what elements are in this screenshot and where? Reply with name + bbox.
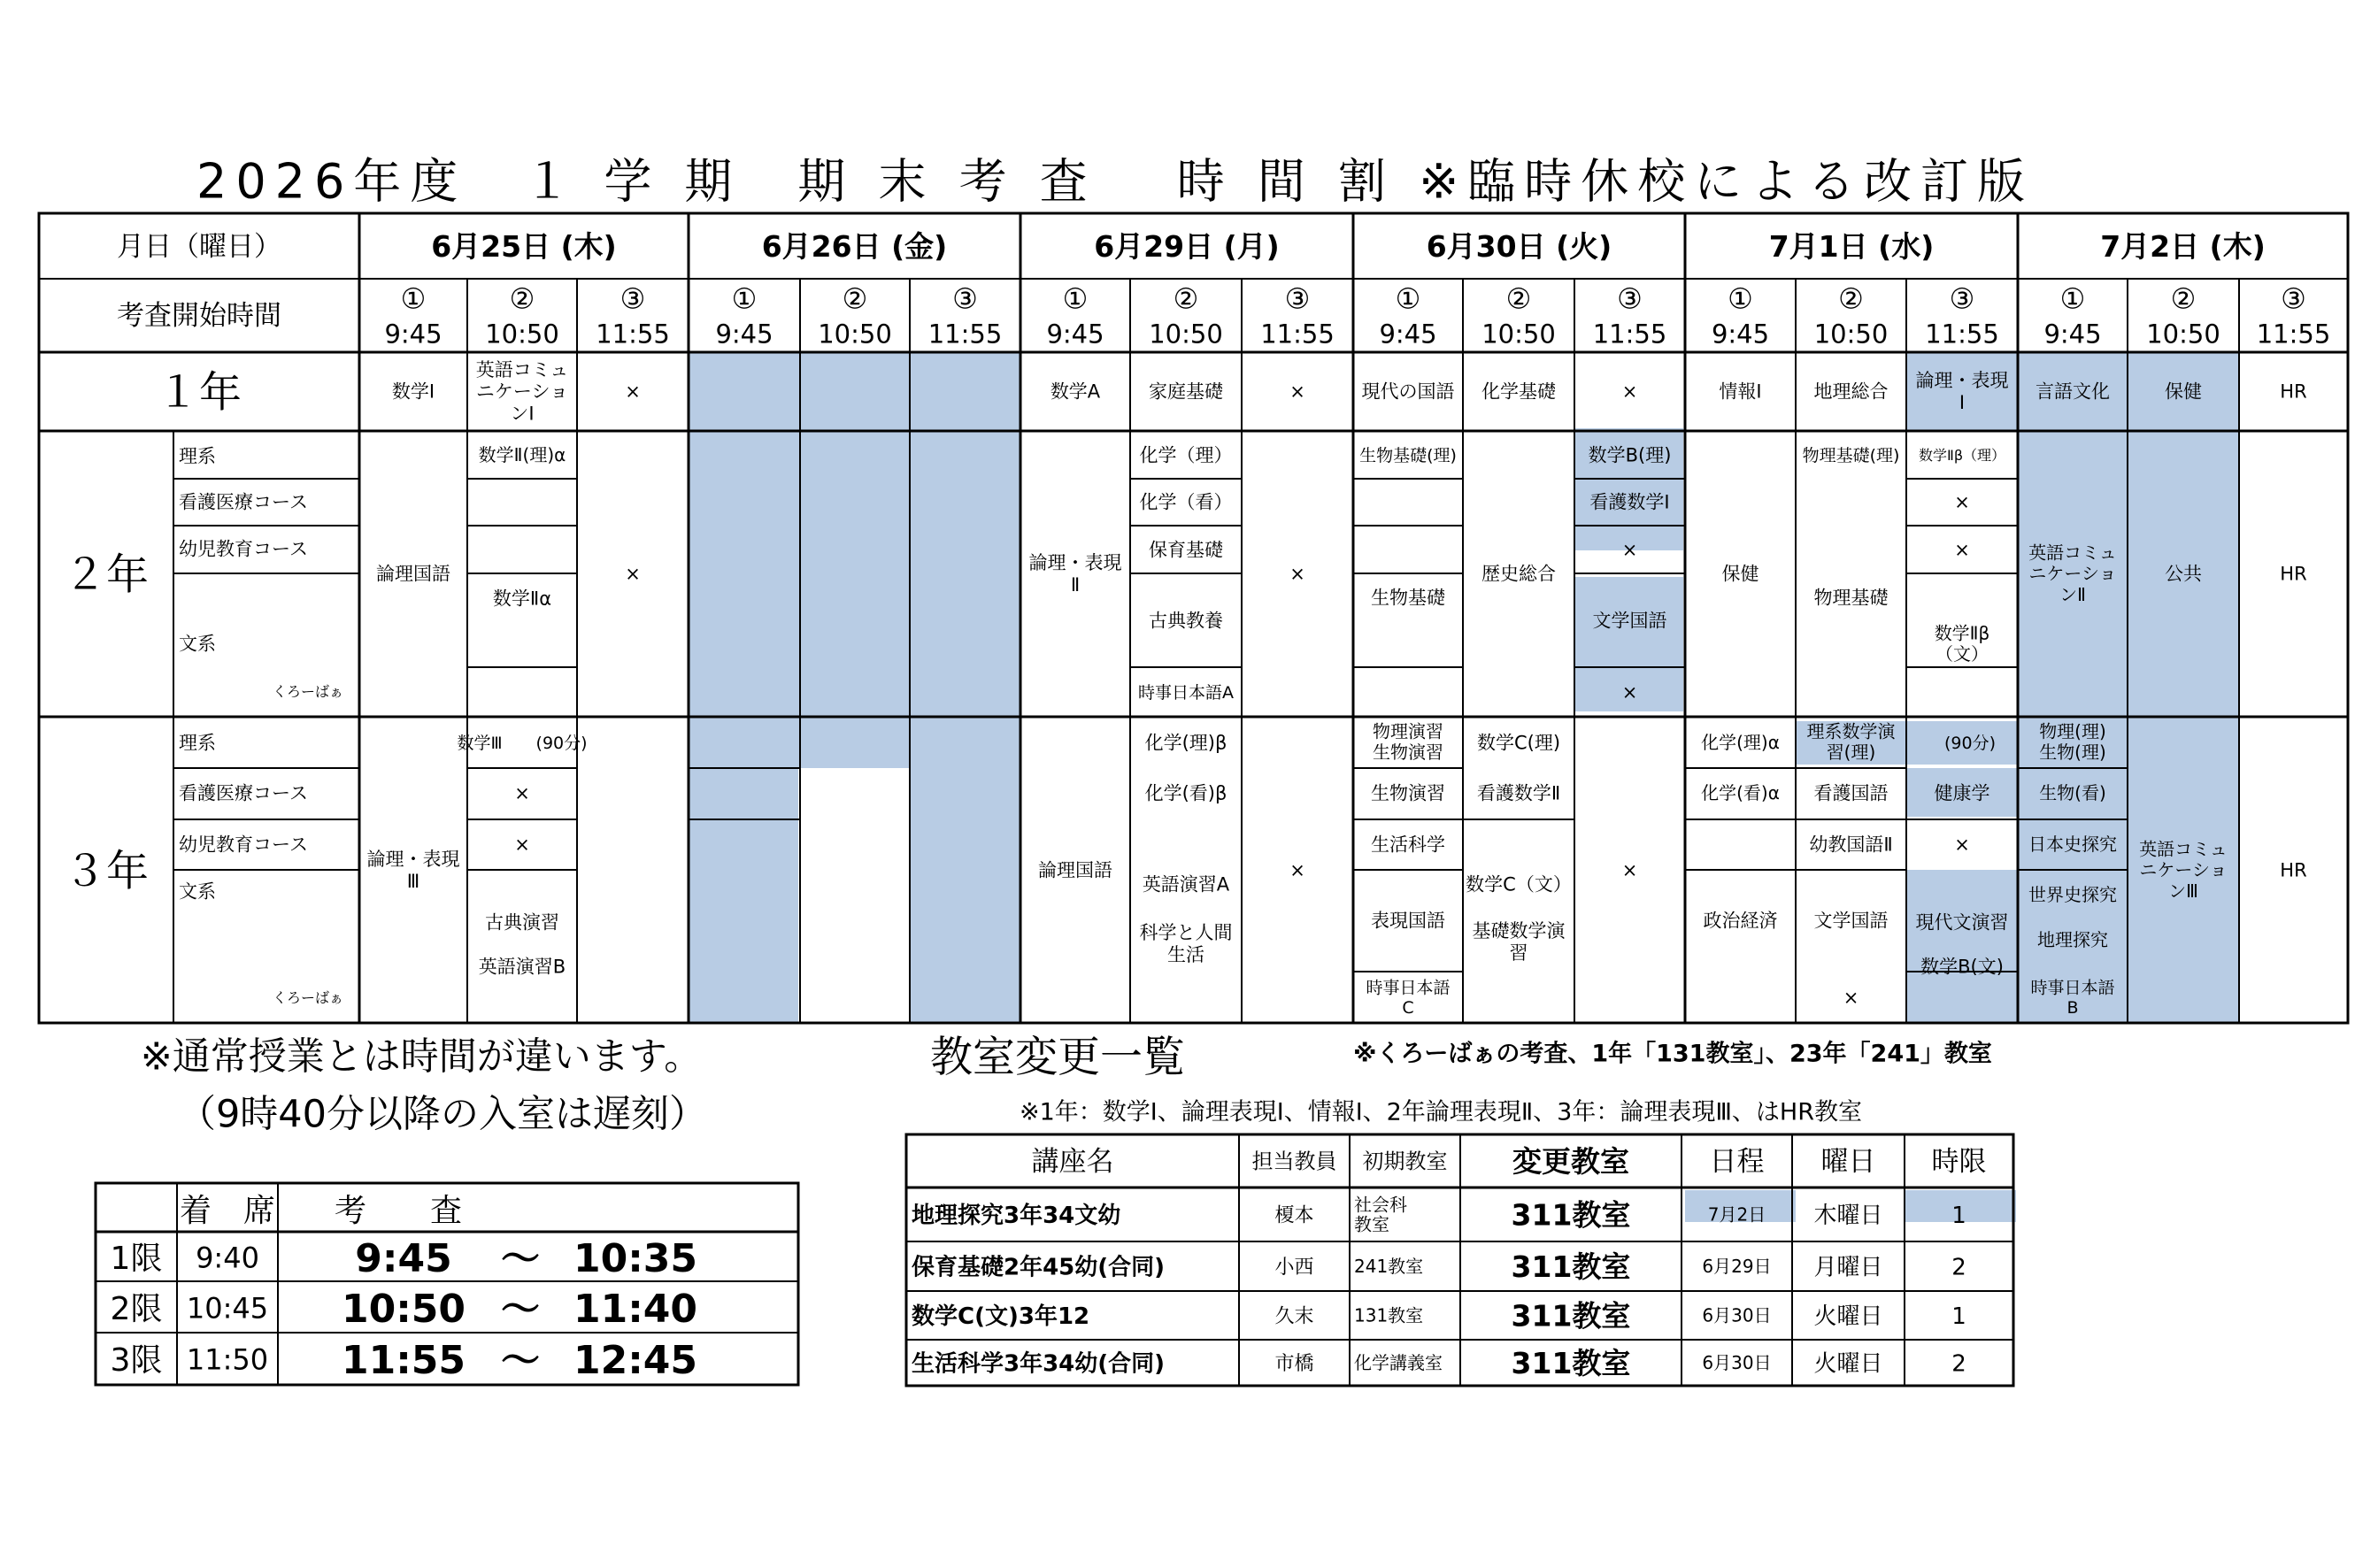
g2-subject: 数学Ⅱα — [492, 588, 552, 610]
g1-subject: 保健 — [2165, 380, 2202, 403]
g3-subject: 時事日本語 C — [1366, 978, 1451, 1018]
g2-subject: 看護数学Ⅰ — [1589, 491, 1670, 513]
g2-subject: 公共 — [2165, 563, 2202, 585]
room-table-initial: 社会科教室 — [1354, 1194, 1407, 1235]
room-table-date: 6月30日 — [1702, 1304, 1772, 1326]
g2-subject: 歴史総合 — [1481, 563, 1556, 585]
g3-subject: 看護国語 — [1813, 782, 1889, 804]
room-table-course: 地理探究3年34文幼 — [912, 1202, 1121, 1229]
room-change-title-text: 教室変更一覧 — [929, 1032, 1186, 1082]
room-table-course: 生活科学3年34幼(合同) — [912, 1350, 1166, 1378]
period-time: 10:50 — [2146, 319, 2220, 350]
g3-subject: 生物演習 — [1371, 782, 1445, 804]
time-table-end: 12:45 — [573, 1337, 698, 1383]
period-time: 11:55 — [2256, 319, 2331, 350]
g2-subject: 数学B(理) — [1588, 444, 1672, 466]
room-table-teacher: 市橋 — [1274, 1352, 1314, 1375]
time-table-start: 10:50 — [341, 1286, 466, 1332]
hr-room-note — [0, 0, 1, 1]
g2-subject: 数学Ⅱ(理)α — [478, 444, 566, 466]
g3-subject: × — [1621, 859, 1638, 881]
g2-subject: 化学（看） — [1139, 491, 1233, 513]
g2-subject: 生物基礎(理) — [1359, 445, 1457, 465]
g3-subject: 化学(看)β — [1144, 782, 1227, 804]
g3-subject: 物理(理)生物(理) — [2039, 720, 2106, 763]
g1-subject: 化学基礎 — [1481, 380, 1556, 403]
date-header-label: 月日（曜日） — [117, 231, 281, 264]
period-time: 9:45 — [1379, 319, 1437, 350]
time-table-sep: ～ — [501, 1337, 540, 1383]
g3-subject: 数学C（文） — [1466, 873, 1572, 895]
room-table-teacher: 久末 — [1274, 1305, 1314, 1328]
g3-subject: 数学Ⅲ (90分) — [457, 733, 588, 753]
period-number: ② — [1838, 281, 1864, 316]
g2-subject: × — [625, 563, 641, 585]
time-table-start: 9:45 — [355, 1235, 452, 1281]
g2-subject: 文学国語 — [1592, 610, 1667, 632]
room-table-initial: 241教室 — [1354, 1256, 1424, 1278]
g3-subject: 英語コミュニケーションⅢ — [2139, 838, 2228, 902]
period-number: ③ — [2281, 281, 2306, 316]
g1-subject: 数学A — [1050, 380, 1101, 403]
g3-subject: × — [514, 782, 530, 804]
period-number: ① — [1062, 281, 1089, 316]
g3-subject: 論理国語 — [1038, 859, 1112, 881]
g3-subject: 科学と人間生活 — [1139, 922, 1233, 965]
time-table-seat-time: 10:45 — [186, 1291, 269, 1326]
g1-subject: 家庭基礎 — [1149, 380, 1223, 403]
g3-subject: 理系数学演習(理) — [1806, 720, 1896, 763]
g3-bunkei: 文系 — [179, 880, 216, 903]
room-table-header: 講座名 — [1031, 1146, 1114, 1179]
time-table-period: 3限 — [110, 1341, 163, 1379]
g2-subject: 英語コミュニケーションⅡ — [2028, 542, 2117, 605]
period-time: 9:45 — [2043, 319, 2102, 350]
g1-subject: × — [1289, 380, 1305, 403]
g3-subject: 化学(理)β — [1144, 732, 1227, 754]
period-number: ② — [842, 281, 868, 316]
time-table-sep: ～ — [501, 1286, 540, 1332]
day-header: 7月1日 (水) — [1768, 228, 1935, 264]
period-time: 11:55 — [596, 319, 670, 350]
g3-subject: 生物(看) — [2039, 782, 2106, 804]
room-table-day: 木曜日 — [1813, 1202, 1883, 1229]
time-table-end: 11:40 — [573, 1286, 698, 1332]
period-number: ① — [2059, 281, 2086, 316]
g3-subject: 表現国語 — [1371, 910, 1445, 932]
g3-subject: 地理探究 — [2037, 929, 2108, 951]
room-table-period: 1 — [1951, 1303, 1966, 1330]
g3-subject: 世界史探究 — [2028, 884, 2117, 906]
g2-bunkei: 文系 — [179, 633, 216, 655]
g3-subject: 生活科学 — [1371, 834, 1445, 856]
grade1-label: １年 — [156, 367, 242, 418]
g3-subject: 数学C(理) — [1476, 732, 1561, 754]
g3-subject: 政治経済 — [1703, 910, 1778, 932]
g1-subject: 現代の国語 — [1361, 380, 1455, 403]
period-time: 11:55 — [1925, 319, 1999, 350]
room-table-period: 1 — [1951, 1202, 1966, 1229]
kuroba-room-note-text: ※くろーばぁの考査、1年「131教室」、23年「241」教室 — [1353, 1040, 1992, 1068]
period-time: 10:50 — [485, 319, 559, 350]
period-time: 9:45 — [1711, 319, 1770, 350]
day-header: 6月25日 (木) — [431, 228, 617, 264]
g2-kuroba: くろーばぁ — [272, 682, 343, 700]
room-table-period: 2 — [1951, 1350, 1966, 1378]
g1-subject: HR — [2280, 380, 2307, 403]
period-number: ② — [1173, 281, 1199, 316]
g1-subject: 英語コミュニケーションⅠ — [475, 358, 569, 425]
room-table-day: 月曜日 — [1813, 1254, 1883, 1281]
g3-subject: (90分) — [1943, 733, 1997, 753]
g2-subject: HR — [2280, 563, 2307, 585]
g2-rikei: 理系 — [179, 445, 216, 467]
grade3-label: ３年 — [63, 846, 150, 896]
room-table-new: 311教室 — [1511, 1298, 1631, 1334]
g1-subject: 言語文化 — [2036, 380, 2110, 403]
time-table-start: 11:55 — [341, 1337, 466, 1383]
shaded-2-4 — [910, 717, 1020, 1023]
g3-youji: 幼児教育コース — [179, 834, 308, 856]
day-header: 6月26日 (金) — [761, 228, 948, 264]
g3-subject: 基礎数学演習 — [1472, 920, 1566, 964]
period-time: 9:45 — [384, 319, 443, 350]
g2-subject: 数学Ⅱβ （文） — [1934, 622, 1990, 665]
g3-subject: 看護数学Ⅱ — [1476, 782, 1561, 804]
g2-subject: × — [1289, 563, 1305, 585]
period-time: 10:50 — [1481, 319, 1556, 350]
g3-subject: 英語演習B — [478, 956, 566, 978]
room-table-date: 7月2日 — [1707, 1203, 1766, 1226]
room-table-date: 6月30日 — [1702, 1352, 1772, 1374]
room-table-initial: 131教室 — [1354, 1304, 1424, 1326]
g2-subject: 古典教養 — [1149, 610, 1223, 632]
g3-subject: 日本史探究 — [2028, 834, 2117, 856]
period-number: ① — [1728, 281, 1753, 316]
shaded-2-5 — [689, 768, 798, 1023]
late-note-text: （9時40分以降の入室は遅刻） — [177, 1092, 708, 1137]
g3-subject: 数学B(文) — [1920, 956, 2004, 978]
g3-subject: 論理・表現 Ⅲ — [366, 849, 460, 892]
period-number: ③ — [1617, 281, 1643, 316]
time-table-end: 10:35 — [573, 1235, 698, 1281]
time-table-header-seat: 着 席 — [179, 1192, 276, 1229]
g1-subject: 論理・表現 Ⅰ — [1915, 370, 2009, 413]
g1-subject: 情報Ⅰ — [1719, 380, 1762, 403]
period-time: 10:50 — [1149, 319, 1223, 350]
g3-subject: × — [1289, 859, 1305, 881]
g2-youji: 幼児教育コース — [179, 538, 308, 560]
time-table-period: 1限 — [110, 1240, 163, 1277]
g3-subject: 化学(理)α — [1701, 732, 1780, 754]
period-time: 11:55 — [927, 319, 1003, 350]
g3-subject: 英語演習A — [1142, 873, 1230, 895]
shaded-2-12 — [1906, 870, 2017, 1023]
g2-subject: 保健 — [1721, 563, 1759, 585]
grade2-label: ２年 — [63, 550, 150, 600]
room-table-initial: 化学講義室 — [1354, 1352, 1443, 1374]
room-table-teacher: 小西 — [1274, 1256, 1314, 1279]
g2-subject: × — [1621, 681, 1638, 703]
period-number: ③ — [1949, 281, 1975, 316]
g3-subject: × — [1843, 987, 1859, 1009]
period-time: 11:55 — [1260, 319, 1335, 350]
period-time: 10:50 — [818, 319, 892, 350]
g1-subject: × — [625, 380, 641, 403]
room-table-period: 2 — [1951, 1254, 1966, 1281]
period-number: ① — [1395, 281, 1421, 316]
time-diff-note-text: ※通常授業とは時間が違います。 — [140, 1034, 703, 1080]
page-title-text: 2026年度 １ 学 期 期 末 考 査 時 間 割 ※臨時休校による改訂版 — [196, 153, 2025, 210]
g3-subject: HR — [2280, 859, 2307, 881]
g3-subject: 幼教国語Ⅱ — [1809, 834, 1893, 856]
period-time: 11:55 — [1592, 319, 1667, 350]
period-number: ② — [2170, 281, 2197, 316]
room-table-course: 保育基礎2年45幼(合同) — [912, 1254, 1166, 1281]
period-number: ① — [731, 281, 758, 316]
time-table-seat-time: 9:40 — [196, 1241, 259, 1275]
room-table-day: 火曜日 — [1813, 1350, 1883, 1378]
g2-subject: 時事日本語A — [1138, 682, 1234, 703]
g3-kango: 看護医療コース — [179, 782, 308, 804]
g2-subject: 論理国語 — [376, 563, 450, 585]
shaded-1-2 — [689, 352, 1020, 717]
g3-subject: 古典演習 — [485, 911, 559, 934]
time-table-period: 2限 — [110, 1290, 163, 1327]
g3-subject: 化学(看)α — [1701, 782, 1780, 804]
g3-subject: 現代文演習 — [1915, 911, 2009, 934]
period-number: ② — [1505, 281, 1532, 316]
g2-subject: 論理・表現 Ⅱ — [1028, 552, 1122, 596]
g3-subject: 物理演習生物演習 — [1373, 720, 1443, 763]
day-header: 6月30日 (火) — [1426, 228, 1612, 264]
g3-kuroba: くろーばぁ — [272, 988, 343, 1006]
g2-subject: × — [1954, 539, 1970, 561]
g2-subject: 数学Ⅱβ（理） — [1918, 446, 2006, 464]
room-table-course: 数学C(文)3年12 — [912, 1303, 1090, 1330]
g1-subject: × — [1621, 380, 1638, 403]
g2-subject: × — [1954, 491, 1970, 513]
period-time: 9:45 — [1046, 319, 1104, 350]
shaded-2-3 — [689, 717, 909, 768]
time-table-sep: ～ — [501, 1235, 540, 1281]
room-table-header: 日程 — [1709, 1146, 1765, 1179]
room-table-header: 曜日 — [1820, 1146, 1876, 1179]
g3-subject: 健康学 — [1934, 782, 1990, 804]
period-number: ③ — [1284, 281, 1311, 316]
g2-subject: 化学（理） — [1139, 444, 1233, 466]
room-table-new: 311教室 — [1511, 1197, 1631, 1233]
g3-subject: 時事日本語 B — [2030, 978, 2115, 1018]
g2-subject: 物理基礎(理) — [1802, 445, 1900, 465]
period-number: ② — [509, 281, 535, 316]
day-header: 6月29日 (月) — [1094, 228, 1280, 264]
room-table-header: 担当教員 — [1251, 1149, 1337, 1174]
g2-subject: 生物基礎 — [1371, 587, 1445, 609]
g3-subject: × — [1954, 834, 1970, 856]
room-table-new: 311教室 — [1511, 1249, 1631, 1284]
period-number: ③ — [952, 281, 978, 316]
room-table-header: 時限 — [1931, 1146, 1987, 1179]
g1-subject: 数学Ⅰ — [391, 380, 435, 403]
room-table-date: 6月29日 — [1702, 1256, 1772, 1278]
period-time: 9:45 — [715, 319, 773, 350]
g1-subject: 地理総合 — [1813, 380, 1889, 403]
time-table-seat-time: 11:50 — [186, 1342, 269, 1377]
room-table-teacher: 榎本 — [1274, 1204, 1314, 1227]
period-number: ① — [400, 281, 427, 316]
day-header: 7月2日 (木) — [2100, 228, 2266, 264]
time-table-header-exam: 考 査 — [334, 1192, 463, 1229]
g3-subject: 文学国語 — [1813, 910, 1889, 932]
g2-kango: 看護医療コース — [179, 491, 308, 513]
room-table-new: 311教室 — [1511, 1345, 1631, 1380]
hr-room-note-text: ※1年：数学Ⅰ、論理表現Ⅰ、情報Ⅰ、2年論理表現Ⅱ、3年：論理表現Ⅲ、はHR教室 — [1019, 1098, 1863, 1126]
room-table-header: 変更教室 — [1512, 1143, 1629, 1179]
g2-subject: 物理基礎 — [1813, 587, 1889, 609]
period-time: 10:50 — [1813, 319, 1889, 350]
g3-subject: × — [514, 834, 530, 856]
room-table-header: 初期教室 — [1362, 1149, 1448, 1174]
period-number: ③ — [620, 281, 646, 316]
g2-subject: 保育基礎 — [1149, 539, 1223, 561]
g2-subject: × — [1621, 539, 1638, 561]
room-table-day: 火曜日 — [1813, 1303, 1883, 1330]
g3-rikei: 理系 — [179, 732, 216, 754]
start-header-label: 考査開始時間 — [117, 300, 281, 333]
